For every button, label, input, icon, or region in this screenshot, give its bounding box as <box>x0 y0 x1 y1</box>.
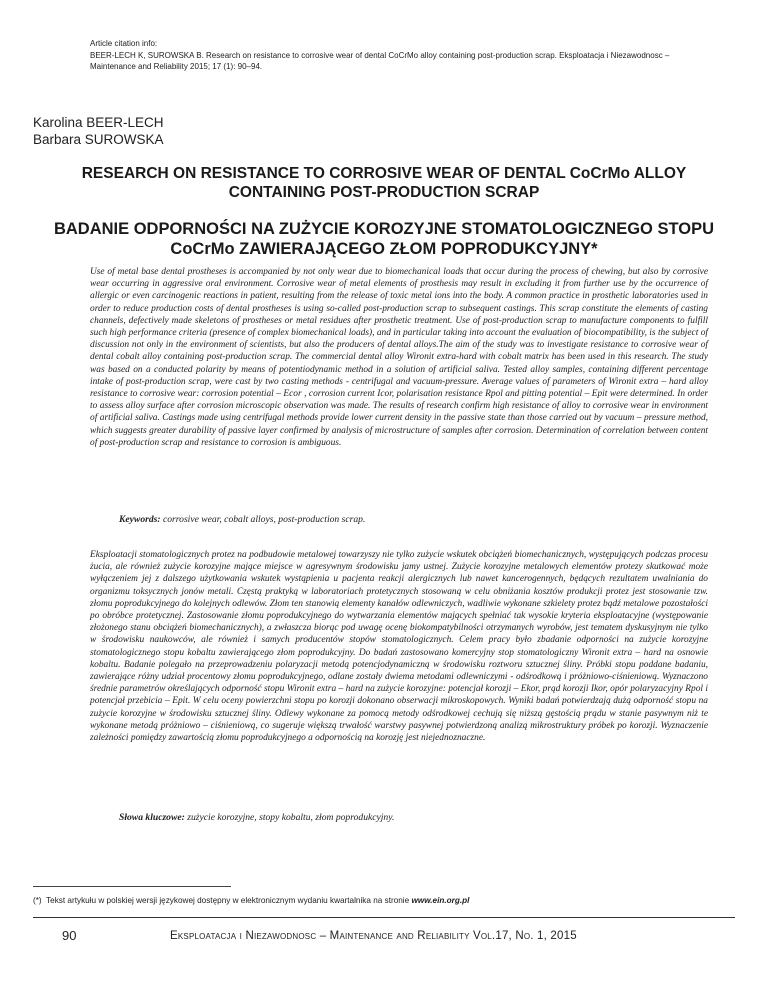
keywords-text: zużycie korozyjne, stopy kobaltu, złom poprodukcyjny. <box>187 812 395 823</box>
page-number: 90 <box>62 928 77 943</box>
footnote-mark: (*) <box>33 896 42 905</box>
footnote-divider <box>33 886 231 887</box>
footnote-link[interactable]: www.ein.org.pl <box>411 896 470 905</box>
footnote-text: Tekst artykułu w polskiej wersji językowej dostępny w elektronicznym wydaniu kwartalnika na stronie <box>46 896 410 905</box>
keywords-label: Keywords: <box>119 514 161 525</box>
citation-text: BEER-LECH K, SUROWSKA B. Research on resistance to corrosive wear of dental CoCrMo alloy containing post-production scrap. Eksploatacja i Niezawodnosc – Maintenance and Reliability 2015; 17 (1): 90–94. <box>90 50 670 71</box>
abstract-english: Use of metal base dental prostheses is accompanied by not only wear due to biomechanical loads that occur during the process of chewing, but also by corrosive wear occurring in aggressive oral environment. Corrosive wear of metal elements of prosthesis may result in excluding it from further use by the occurrence of allergic or even carcinogenic reactions in patient, resulting from the release of toxic metal ions into the body. A common practice in prosthetic laboratories used in order to reduce production costs of dental prostheses is using so-called post-production scrap to subsequent castings. This scrap constitute the elements of casting channels, defectively made skeletons of prostheses or metal residues after prosthetic treatment. Use of post-production scrap to manufacture components to fulfill such high performance criteria (presence of complex biomechanical loads), and in particular taking into account the evaluation of biocompatibility, is the subject of discussion not only in the environment of scientists, but also the producers of dental alloys.The aim of the study was to investigate resistance to corrosive wear of dental cobalt alloy containing post-production scrap. The commercial dental alloy Wironit extra-hard with cobalt matrix has been used in this research. The study was based on a conducted polarity by means of potentiodynamic method in a solution of artificial saliva. Tested alloy samples, containing different percentage intake of post-production scrap, were cast by two casting methods - centrifugal and vacuum-pressure. Average values of parameters of Wironit extra – hard alloy resistance to corrosive wear: corrosion potential – Ecor , corrosion current Icor, polarisation resistance Rpol and pitting potential – Epit were determined. In order to assess alloy surface after corrosion microscopic observation was made. The results of research confirm high resistance of alloy to corrosive wear in environment of artificial saliva. Castings made using centrifugal methods provide lower current density in the passive state than those carried out by vacuum – pressure method, which suggests greater durability of passive layer confirmed by analysis of microstructure of samples after corrosion. Determination of correlation between content of post-production scrap and resistance to corrosion is ambiguous. <box>90 267 708 448</box>
footer-divider <box>33 917 735 918</box>
author-list <box>33 114 164 148</box>
author-name: Barbara SUROWSKA <box>33 132 164 147</box>
author-name: Karolina BEER-LECH <box>33 115 164 130</box>
journal-running-footer: Eksploatacja i Niezawodnosc – Maintenance and Reliability Vol.17, No. 1, 2015 <box>170 930 577 942</box>
keywords-polish <box>119 812 394 823</box>
keywords-label: Słowa kluczowe: <box>119 812 185 823</box>
keywords-english <box>119 514 365 525</box>
footnote <box>33 896 469 905</box>
abstract-polish: Eksploatacji stomatologicznych protez na podbudowie metalowej towarzyszy nie tylko zużycie wskutek obciążeń biomechanicznych, występujących podczas procesu żucia, ale również zużycie korozyjne mające miejsce w agresywnym środowisku jamy ustnej. Zużycie korozyjne metalowych elementów protezy skutkować może wyłączeniem jej z dalszego użytkowania wskutek wystąpienia u pacjenta reakcji alergicznych lub nawet kancerogennych, będących rezultatem uwalniania do organizmu toksycznych jonów metali. Częstą praktyką w laboratoriach protetycznych stosowaną w celu obniżania kosztów produkcji protez jest stosowanie tzw. złomu poprodukcyjnego do kolejnych odlewów. Złom ten stanowią elementy kanałów odlewniczych, wadliwie wykonane szkielety protez bądź metalowe pozostałości po obróbce protetycznej. Zastosowanie złomu poprodukcyjnego do wytwarzania elementów mających spełniać tak wysokie kryteria eksploatacyjne (występowanie złożonego stanu obciążeń biomechanicznych), a zwłaszcza biorąc pod uwagę ocenę biokompatybilności otrzymanych wyrobów, jest tematem dyskusyjnym nie tylko w środowisku naukowców, ale również i samych producentów stopów stomatologicznych. Celem pracy było zbadanie odporności na zużycie korozyjne stomatologicznego stopu kobaltu zawierającego złom poprodukcyjny. Do badań zastosowano komercyjny stop stomatologiczny Wironit extra – hard na osnowie kobaltu. Badanie polegało na przeprowadzeniu polaryzacji metodą potencjodynamiczną w środowisku roztworu sztucznej śliny. Próbki stopu poddane badaniu, zawierające różny udział procentowy złomu poprodukcyjnego, odlane zostały dwiema metodami odlewniczymi - odśrodkową i próżniowo-ciśnieniową. Wyznaczono średnie parametrów określających odporność stopu Wironit extra – hard na zużycie korozyjne: potencjał korozji – Ekor, prąd korozji Ikor, opór polaryzacyjny Rpol i potencjał przebicia – Epit. W celu oceny powierzchni stopu po korozji dokonano obserwacji mikroskopowych. Wyniki badań potwierdzają dużą odporność stopu na zużycie korozyjne w środowisku sztucznej śliny. Odlewy wykonane za pomocą metody odśrodkowej cechują się niższą gęstością prądu w stanie pasywnym niż te wykonane metodą próżniowo – ciśnieniową, co sugeruje większą trwałość warstwy pasywnej potwierdzoną analizą mikrostruktury próbek po korozji. Wyznaczenie zależności pomiędzy zawartością złomu poprodukcyjnego a odpornością na korozję jest niejednoznaczne. <box>90 550 708 744</box>
keywords-text: corrosive wear, cobalt alloys, post-production scrap. <box>162 514 366 525</box>
title-english: RESEARCH ON RESISTANCE TO CORROSIVE WEAR OF DENTAL CoCrMo ALLOY CONTAINING POST-PRODUCTION SCRAP <box>81 165 687 201</box>
title-polish: BADANIE ODPORNOŚCI NA ZUŻYCIE KOROZYJNE STOMATOLOGICZNEGO STOPU CoCrMo ZAWIERAJĄCEGO ZŁOM POPRODUKCYJNY* <box>53 220 715 258</box>
citation-block <box>90 38 710 73</box>
citation-label: Article citation info: <box>90 39 158 48</box>
